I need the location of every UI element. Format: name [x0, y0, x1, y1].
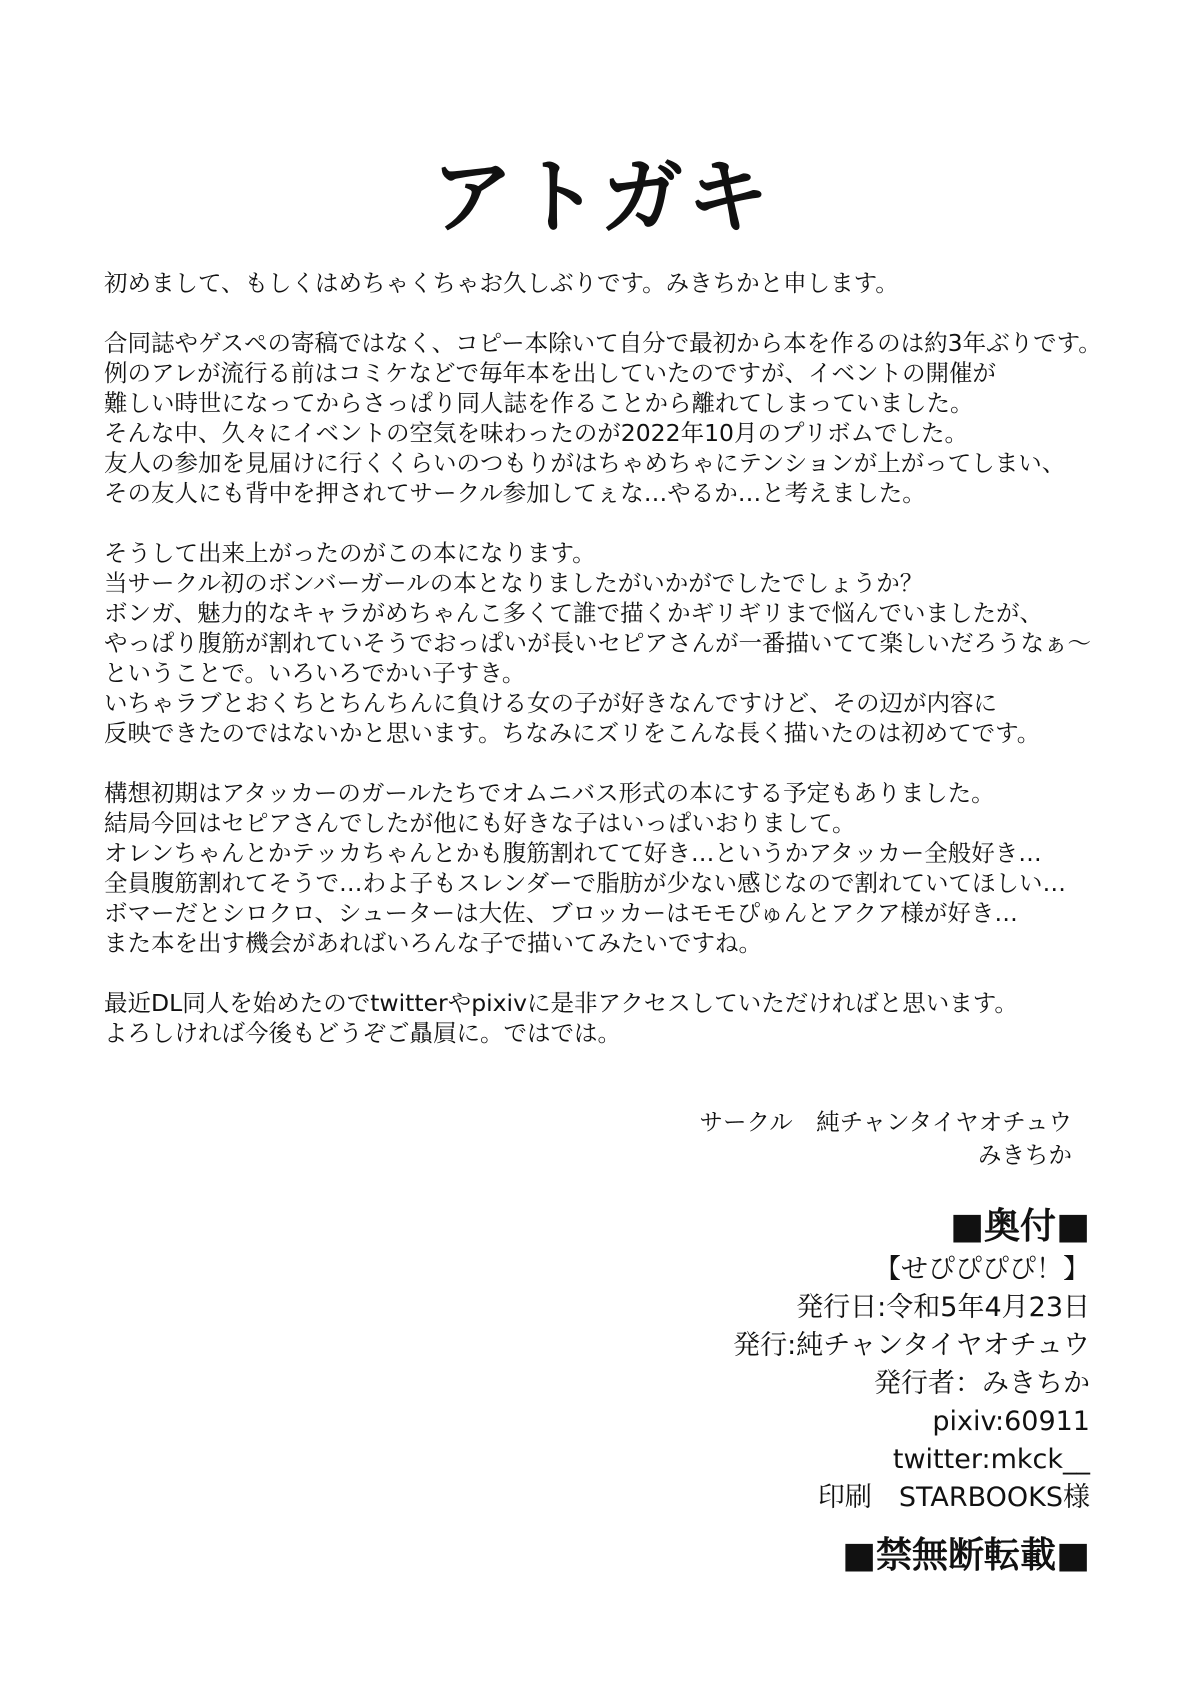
reprint-notice: ■禁無断転載■ [841, 1535, 1090, 1576]
colophon-printer: 印刷 STARBOOKS様 [817, 1482, 1090, 1513]
text-line: そんな中、久々にイベントの空気を味わったのが2022年10月のプリボムでした。 [104, 419, 969, 447]
colophon [733, 1203, 1090, 1517]
signature [700, 1106, 1072, 1172]
colophon-issue-date: 発行日:令和5年4月23日 [796, 1292, 1090, 1323]
text-line: また本を出す機会があればいろんな子で描いてみたいですね。 [104, 929, 762, 957]
text-line: そうして出来上がったのがこの本になります。 [104, 539, 596, 567]
colophon-pixiv: pixiv:60911 [932, 1406, 1090, 1437]
text-line: ということで。いろいろでかい子すき。 [104, 659, 526, 687]
text-line: 最近DL同人を始めたのでtwitterやpixivに是非アクセスしていただければと思います。 [104, 989, 1018, 1017]
page-title: アトガキ [431, 150, 773, 245]
afterword-body [104, 268, 1164, 1078]
text-line: ボンガ、魅力的なキャラがめちゃんこ多くて誰で描くかギリギリまで悩んでいましたが、 [104, 599, 1044, 627]
colophon-twitter: twitter:mkck__ [892, 1444, 1090, 1475]
text-line: 例のアレが流行る前はコミケなどで毎年本を出していたのですが、イベントの開催が [104, 359, 997, 387]
text-line: 合同誌やゲスペの寄稿ではなく、コピー本除いて自分で最初から本を作るのは約3年ぶりです。 [104, 329, 1102, 357]
colophon-publisher: 発行:純チャンタイヤオチュウ [733, 1330, 1090, 1361]
colophon-details [733, 1251, 1090, 1517]
colophon-book-title: 【せぴぴぴぴ！】 [874, 1254, 1090, 1285]
text-line: いちゃラブとおくちとちんちんに負ける女の子が好きなんですけど、その辺が内容に [104, 689, 997, 717]
signature-author: みきちか [978, 1141, 1072, 1169]
text-line: 難しい時世になってからさっぱり同人誌を作ることから離れてしまっていました。 [104, 389, 974, 417]
text-line: 初めまして、もしくはめちゃくちゃお久しぶりです。みきちかと申します。 [104, 269, 899, 297]
colophon-issuer: 発行者：みきちか [874, 1368, 1090, 1399]
paragraph-closing [104, 988, 1164, 1048]
text-line: 当サークル初のボンバーガールの本となりましたがいかがでしたでしょうか？ [104, 569, 924, 597]
text-line: 反映できたのではないかと思います。ちなみにズリをこんな長く描いたのは初めてです。 [104, 719, 1041, 747]
text-line: 結局今回はセピアさんでしたが他にも好きな子はいっぱいおりまして。 [104, 809, 856, 837]
paragraph-background [104, 328, 1164, 508]
text-line: 友人の参加を見届けに行くくらいのつもりがはちゃめちゃにテンションが上がってしまい、 [104, 449, 1066, 477]
text-line: ボマーだとシロクロ、シューターは大佐、ブロッカーはモモぴゅんとアクア様が好き… [104, 899, 1018, 927]
text-line: その友人にも背中を押されてサークル参加してぇな…やるか…と考えました。 [104, 479, 926, 507]
text-line: 構想初期はアタッカーのガールたちでオムニバス形式の本にする予定もありました。 [104, 779, 995, 807]
signature-circle: サークル 純チャンタイヤオチュウ [699, 1108, 1072, 1136]
text-line: オレンちゃんとかテッカちゃんとかも腹筋割れてて好き…というかアタッカー全般好き… [104, 839, 1042, 867]
text-line: よろしければ今後もどうぞご贔屓に。ではでは。 [104, 1019, 621, 1047]
colophon-heading: ■奥付■ [949, 1206, 1090, 1247]
text-line: やっぱり腹筋が割れていそうでおっぱいが長いセピアさんが一番描いてて楽しいだろうなぁ～ [104, 629, 1091, 657]
paragraph-this-book [104, 538, 1164, 748]
text-line: 全員腹筋割れてそうで…わよ子もスレンダーで脂肪が少ない感じなので割れていてほしい… [104, 869, 1066, 897]
paragraph-concept [104, 778, 1164, 958]
paragraph-greeting [104, 268, 1164, 298]
